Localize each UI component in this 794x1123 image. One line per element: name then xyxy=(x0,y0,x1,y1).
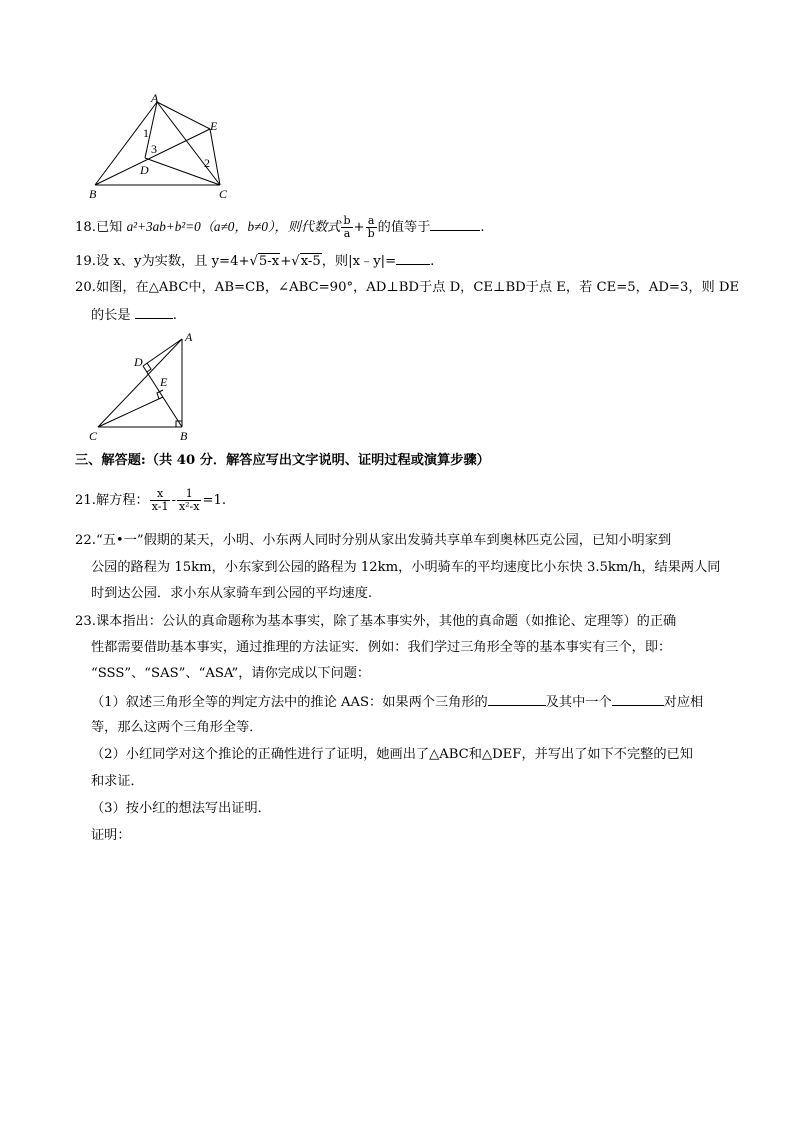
q19-text-a: 设 x、y为实数，且 y=4+ xyxy=(95,254,250,269)
q22-line-1: “五•一”假期的某天，小明、小东两人同时分别从家出发骑共享单车到奥林匹克公园，已知小明家到 xyxy=(95,533,672,548)
q18-text-a: 已知 xyxy=(95,220,127,235)
q19-sqrt-2: x-5 xyxy=(300,254,321,269)
q18-fraction-1: $\frac{b}{a}$ xyxy=(343,214,351,240)
q21-number: 21. xyxy=(75,493,96,508)
q18-expr: a²+3ab+b²=0（a≠0，b≠0），则代数式 xyxy=(126,219,341,234)
q23-blank-1[interactable] xyxy=(488,692,546,706)
q18-number: 18. xyxy=(75,220,96,235)
q23-part-2: （2）小红同学对这个推论的正确性进行了证明，她画出了△ABC和△DEF，并写出了如下不完整的已知 xyxy=(91,747,693,762)
question-18: 18.已知 a²+3ab+b²=0（a≠0，b≠0），则代数式 $\frac{b}{a}$ + $\frac{a}{b}$ 的值等于 . xyxy=(75,214,485,240)
q20-line-2: 的长是 xyxy=(91,308,135,323)
question-21: 21.解方程： $\frac{x}{x-1}$ - $\frac{1}{\text{x²-x}}$ =1. xyxy=(75,487,227,513)
q19-answer-blank[interactable] xyxy=(396,251,430,265)
q22-line-3: 时到达公园．求小东从家骑车到公园的平均速度. xyxy=(91,586,373,601)
q18-answer-blank[interactable] xyxy=(430,217,480,231)
q23-number: 23. xyxy=(75,614,96,629)
question-22-line-1 xyxy=(75,532,671,550)
label-b: B xyxy=(180,429,188,443)
sqrt-sign-2: √ xyxy=(291,254,300,269)
q23-line-3: “SSS”、“SAS”、“ASA”，请你完成以下问题： xyxy=(91,666,371,681)
q22-line-2: 公园的路程为 15km，小东家到公园的路程为 12km，小明骑车的平均速度比小东快 3.5km/h，结果两人同 xyxy=(91,560,721,575)
label-2: 2 xyxy=(204,156,210,170)
q21-text-a: 解方程： xyxy=(95,493,149,508)
label-1: 1 xyxy=(143,126,149,140)
question-20-line-2: 的长是 . xyxy=(91,305,177,325)
q19-sqrt-1: 5-x xyxy=(258,254,280,269)
q23-part-1: （1）叙述三角形全等的判定方法中的推论 AAS：如果两个三角形的 及其中一个 对应相 xyxy=(91,692,703,712)
label-c: C xyxy=(219,187,228,201)
question-19: 19.设 x、y为实数，且 y=4+√5-x+√x-5，则|x﹣y|= . xyxy=(75,251,434,271)
q19-number: 19. xyxy=(75,254,96,269)
q20-number: 20. xyxy=(75,280,96,295)
q23-part-1-cont: 等，那么这两个三角形全等． xyxy=(91,720,263,735)
figure-quadrilateral xyxy=(85,92,245,204)
q18-plus: + xyxy=(353,220,365,235)
q18-text-b: 的值等于 xyxy=(377,220,431,235)
q20-line-1: 如图，在△ABC中，AB=CB，∠ABC=90°，AD⊥BD于点 D，CE⊥BD于点 E，若 CE=5，AD=3，则 DE xyxy=(95,280,740,295)
label-c: C xyxy=(89,429,98,443)
q23-proof-label: 证明： xyxy=(91,828,131,843)
figure-right-triangle xyxy=(85,330,205,448)
question-23-line-1 xyxy=(75,613,676,631)
question-20-line-1 xyxy=(75,279,739,297)
q23-blank-2[interactable] xyxy=(612,692,664,706)
q22-number: 22. xyxy=(75,533,96,548)
label-d: D xyxy=(140,163,149,177)
label-e: E xyxy=(210,119,218,133)
label-a: A xyxy=(151,92,159,105)
label-e: E xyxy=(160,375,168,389)
q21-fraction-1: $\frac{x}{x-1}$ xyxy=(151,487,169,513)
q23-line-2: 性都需要借助基本事实，通过推理的方法证实．例如：我们学过三角形全等的基本事实有三个，即： xyxy=(91,640,672,655)
label-b: B xyxy=(89,187,97,201)
label-a: A xyxy=(185,330,193,344)
label-d: D xyxy=(134,355,143,369)
q19-text-b: ，则|x﹣y|= xyxy=(321,254,397,269)
q18-fraction-2: $\frac{a}{b}$ xyxy=(367,214,375,240)
section-3-heading: 三、解答题:（共 40 分．解答应写出文字说明、证明过程或演算步骤） xyxy=(75,453,490,468)
sqrt-sign-1: √ xyxy=(249,254,258,269)
q21-text-b: =1. xyxy=(202,493,227,508)
q21-fraction-2: $\frac{1}{\text{x²-x}}$ xyxy=(178,487,200,513)
q23-part-3: （3）按小红的想法写出证明． xyxy=(91,801,271,816)
q20-answer-blank[interactable] xyxy=(135,305,173,319)
label-3: 3 xyxy=(151,142,157,156)
q23-line-1: 课本指出：公认的真命题称为基本事实，除了基本事实外，其他的真命题（如推论、定理等）的正确 xyxy=(95,614,677,629)
q23-part-2-cont: 和求证． xyxy=(91,774,144,789)
